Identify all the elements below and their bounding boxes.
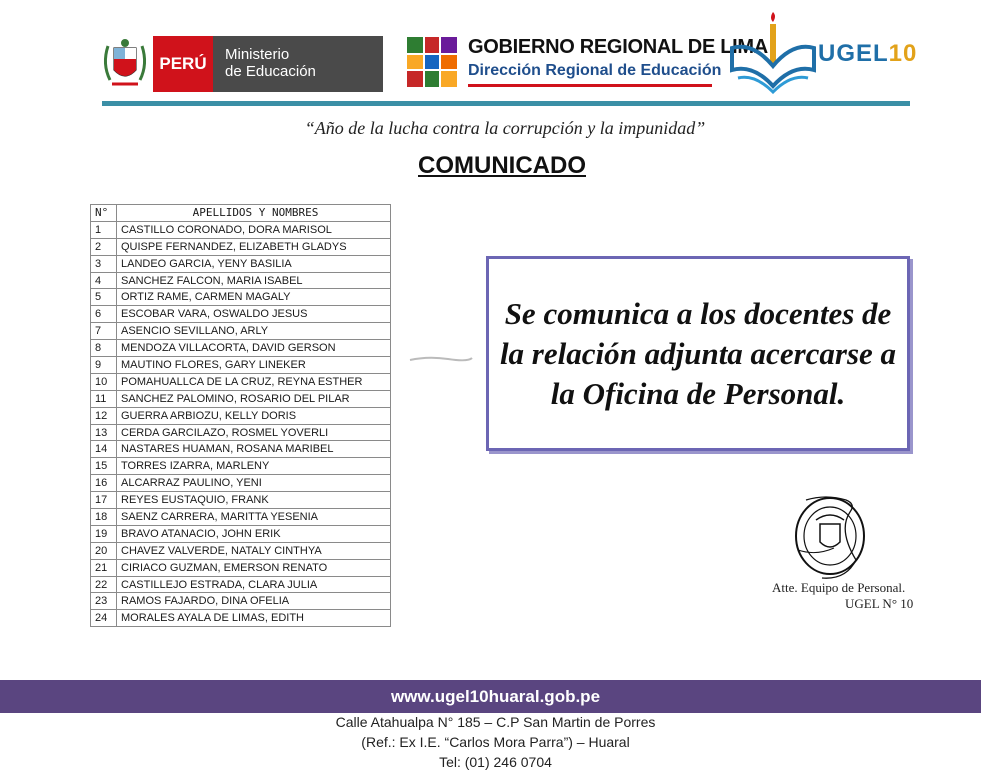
year-motto: “Año de la lucha contra la corrupción y la impunidad” (304, 118, 706, 138)
row-name: CASTILLO CORONADO, DORA MARISOL (117, 221, 391, 238)
row-number: 4 (91, 272, 117, 289)
table-row (91, 576, 391, 593)
row-name: CHAVEZ VALVERDE, NATALY CINTHYA (117, 542, 391, 559)
row-number: 14 (91, 441, 117, 458)
page-title: COMUNICADO (418, 152, 586, 179)
row-number: 17 (91, 492, 117, 509)
row-number: 1 (91, 221, 117, 238)
table-row (91, 407, 391, 424)
table-header-row (91, 205, 391, 222)
table-row (91, 390, 391, 407)
row-name: CIRIACO GUZMAN, EMERSON RENATO (117, 559, 391, 576)
row-name: ESCOBAR VARA, OSWALDO JESUS (117, 306, 391, 323)
row-number: 6 (91, 306, 117, 323)
row-name: GUERRA ARBIOZU, KELLY DORIS (117, 407, 391, 424)
table-row (91, 509, 391, 526)
signature-line-2: UGEL N° 10 (845, 596, 914, 611)
row-name: SANCHEZ PALOMINO, ROSARIO DEL PILAR (117, 390, 391, 407)
row-number: 15 (91, 458, 117, 475)
row-name: BRAVO ATANACIO, JOHN ERIK (117, 525, 391, 542)
gobierno-regional-logo-icon (403, 33, 461, 91)
row-name: REYES EUSTAQUIO, FRANK (117, 492, 391, 509)
row-number: 2 (91, 238, 117, 255)
table-row (91, 424, 391, 441)
table-row (91, 610, 391, 627)
table-row (91, 357, 391, 374)
peru-brand-block: PERÚ (153, 36, 213, 92)
table-row (91, 441, 391, 458)
column-header-number: N° (91, 205, 117, 222)
table-row (91, 525, 391, 542)
row-name: ASENCIO SEVILLANO, ARLY (117, 323, 391, 340)
row-number: 13 (91, 424, 117, 441)
row-number: 19 (91, 525, 117, 542)
footer-reference: (Ref.: Ex I.E. “Carlos Mora Parra”) – Huaral (361, 734, 630, 750)
row-number: 18 (91, 509, 117, 526)
table-row (91, 475, 391, 492)
row-name: MORALES AYALA DE LIMAS, EDITH (117, 610, 391, 627)
gore-subtitle: Dirección Regional de Educación (468, 62, 722, 79)
table-row (91, 492, 391, 509)
peru-coat-of-arms-icon (100, 36, 150, 92)
row-name: SANCHEZ FALCON, MARIA ISABEL (117, 272, 391, 289)
row-name: TORRES IZARRA, MARLENY (117, 458, 391, 475)
row-name: QUISPE FERNANDEZ, ELIZABETH GLADYS (117, 238, 391, 255)
table-row (91, 289, 391, 306)
gore-divider (468, 84, 712, 87)
table-row (91, 323, 391, 340)
row-number: 24 (91, 610, 117, 627)
row-number: 3 (91, 255, 117, 272)
row-number: 23 (91, 593, 117, 610)
minedu-line-1: Ministerio (225, 46, 290, 63)
row-name: SAENZ CARRERA, MARITTA YESENIA (117, 509, 391, 526)
footer-address: Calle Atahualpa N° 185 – C.P San Martin de Porres (335, 714, 656, 730)
table-row (91, 340, 391, 357)
row-name: CERDA GARCILAZO, ROSMEL YOVERLI (117, 424, 391, 441)
table-row (91, 238, 391, 255)
row-name: MAUTINO FLORES, GARY LINEKER (117, 357, 391, 374)
row-number: 20 (91, 542, 117, 559)
row-number: 7 (91, 323, 117, 340)
ugel-book-logo-icon (728, 8, 818, 98)
table-row (91, 593, 391, 610)
gore-title: GOBIERNO REGIONAL DE LIMA (468, 36, 768, 58)
footer-website[interactable]: www.ugel10huaral.gob.pe (0, 680, 981, 713)
table-row (91, 458, 391, 475)
row-name: RAMOS FAJARDO, DINA OFELIA (117, 593, 391, 610)
minedu-line-2: de Educación (225, 63, 316, 80)
row-name: LANDEO GARCIA, YENY BASILIA (117, 255, 391, 272)
row-name: POMAHUALLCA DE LA CRUZ, REYNA ESTHER (117, 373, 391, 390)
row-name: MENDOZA VILLACORTA, DAVID GERSON (117, 340, 391, 357)
table-row (91, 255, 391, 272)
notice-box (486, 256, 910, 451)
table-row (91, 272, 391, 289)
official-seal-icon (786, 490, 876, 586)
scan-smudge-mark (408, 354, 474, 364)
ugel-name-text: UGEL (818, 40, 889, 67)
row-name: NASTARES HUAMAN, ROSANA MARIBEL (117, 441, 391, 458)
minedu-brand-block (213, 36, 383, 92)
row-number: 10 (91, 373, 117, 390)
row-number: 9 (91, 357, 117, 374)
table-row (91, 221, 391, 238)
footer-phone: Tel: (01) 246 0704 (439, 754, 552, 770)
row-number: 21 (91, 559, 117, 576)
row-number: 16 (91, 475, 117, 492)
row-number: 8 (91, 340, 117, 357)
row-number: 5 (91, 289, 117, 306)
teacher-list-table (90, 204, 391, 627)
ugel-number: 10 (888, 40, 918, 67)
row-name: ALCARRAZ PAULINO, YENI (117, 475, 391, 492)
row-name: CASTILLEJO ESTRADA, CLARA JULIA (117, 576, 391, 593)
notice-text: Se comunica a los docentes de la relación adjunta acercarse a la Oficina de Personal. (499, 295, 897, 411)
row-name: ORTIZ RAME, CARMEN MAGALY (117, 289, 391, 306)
table-row (91, 306, 391, 323)
table-row (91, 542, 391, 559)
row-number: 11 (91, 390, 117, 407)
row-number: 22 (91, 576, 117, 593)
row-number: 12 (91, 407, 117, 424)
table-row (91, 559, 391, 576)
table-row (91, 373, 391, 390)
column-header-name: APELLIDOS Y NOMBRES (117, 205, 391, 222)
signature-line-1: Atte. Equipo de Personal. (772, 580, 906, 595)
header-divider (102, 101, 910, 106)
ugel-name (818, 40, 917, 68)
